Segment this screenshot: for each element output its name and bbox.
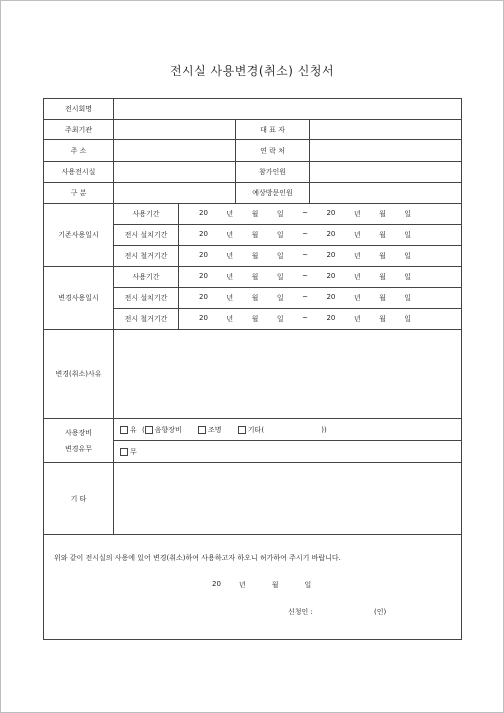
no-label: 무 xyxy=(130,447,137,456)
date-part: 월 xyxy=(251,252,259,260)
date-part: 일 xyxy=(404,231,412,239)
yes-checkbox[interactable] xyxy=(120,426,128,434)
existing-install-label: 전시 설치기간 xyxy=(114,225,179,246)
etc-field[interactable] xyxy=(114,463,462,535)
other-close: )) xyxy=(321,425,327,434)
yes-label: 유 xyxy=(130,425,137,434)
date-part: 월 xyxy=(251,231,259,239)
exhibition-name-label: 전시회명 xyxy=(44,99,114,120)
contact-label: 연 락 처 xyxy=(236,140,310,162)
date-part: ~ xyxy=(302,230,308,238)
date-part: 일 xyxy=(404,210,412,218)
date-part: 일 xyxy=(404,294,412,302)
equipment-label-line1: 사용장비 xyxy=(64,428,93,437)
reason-field[interactable] xyxy=(114,330,462,419)
date-part: 년 xyxy=(226,294,234,302)
declaration-text: 위와 같이 전시실의 사용에 있어 변경(취소)하여 사용하고자 하오니 허가하여 주시기 바랍니다. xyxy=(54,554,341,562)
light-label: 조명 xyxy=(208,425,222,434)
date-part: 20 xyxy=(326,314,336,322)
existing-install-date[interactable] xyxy=(179,225,462,246)
date-part: 년 xyxy=(353,210,361,218)
date-part: 20 xyxy=(326,272,336,280)
declaration-cell xyxy=(44,535,462,640)
date-line xyxy=(212,580,311,590)
date-part: 20 xyxy=(199,230,208,238)
date-part: 년 xyxy=(226,231,234,239)
date-part: 월 xyxy=(379,252,386,260)
date-line-year: 20 xyxy=(212,580,221,588)
date-part: 월 xyxy=(379,273,386,281)
room-field[interactable] xyxy=(114,162,236,183)
date-part: 일 xyxy=(404,315,412,323)
other-label: 기타( xyxy=(247,425,265,434)
date-part: 월 xyxy=(379,231,386,239)
applicant-label: 신청인 : xyxy=(288,608,313,616)
existing-remove-date[interactable] xyxy=(179,246,462,267)
date-part: ~ xyxy=(302,272,308,280)
date-part: 년 xyxy=(353,315,361,323)
participants-label: 참가인원 xyxy=(236,162,310,183)
date-part: 20 xyxy=(326,251,336,259)
existing-use-date[interactable] xyxy=(179,204,462,225)
date-part: 월 xyxy=(379,294,386,302)
organizer-field[interactable] xyxy=(114,120,236,140)
exhibition-name-field[interactable] xyxy=(114,99,462,120)
application-form xyxy=(43,98,462,640)
date-part: 20 xyxy=(199,314,208,322)
sound-label: 음향장비 xyxy=(154,425,182,434)
existing-use-label: 사용기간 xyxy=(114,204,179,225)
category-label: 구 분 xyxy=(44,183,114,204)
no-checkbox[interactable] xyxy=(120,448,128,456)
date-part: 일 xyxy=(276,252,284,260)
existing-remove-label: 전시 철거기간 xyxy=(114,246,179,267)
date-part: 20 xyxy=(199,272,208,280)
existing-period-label: 기존사용일시 xyxy=(44,204,114,267)
reason-label: 변경(취소)사유 xyxy=(44,330,114,419)
date-part: 년 xyxy=(353,252,361,260)
date-part: 일 xyxy=(404,252,412,260)
participants-field[interactable] xyxy=(310,162,462,183)
date-part: 월 xyxy=(379,210,386,218)
representative-field[interactable] xyxy=(310,120,462,140)
room-label: 사용전시실 xyxy=(44,162,114,183)
seal-label: (인) xyxy=(374,608,387,616)
date-part: 일 xyxy=(276,231,284,239)
date-part: 월 xyxy=(251,210,259,218)
date-part: 년 xyxy=(226,273,234,281)
date-part: 20 xyxy=(199,209,208,217)
equipment-yes-row xyxy=(114,419,462,441)
date-part: ~ xyxy=(302,251,308,259)
date-line-month-unit: 월 xyxy=(271,581,279,589)
light-checkbox[interactable] xyxy=(198,426,206,434)
date-part: 월 xyxy=(251,273,259,281)
equipment-label xyxy=(44,419,114,463)
date-part: 일 xyxy=(404,273,412,281)
date-part: 20 xyxy=(326,209,336,217)
expected-visitors-label: 예상방문인원 xyxy=(236,183,310,204)
equipment-label-line2: 변경유무 xyxy=(64,444,93,453)
changed-remove-date[interactable] xyxy=(179,309,462,330)
date-part: 월 xyxy=(379,315,386,323)
date-part: 20 xyxy=(199,293,208,301)
date-part: 일 xyxy=(276,273,284,281)
changed-remove-label: 전시 철거기간 xyxy=(114,309,179,330)
date-line-year-unit: 년 xyxy=(238,581,246,589)
paren-open: ( xyxy=(142,425,145,434)
date-part: ~ xyxy=(302,293,308,301)
equipment-no-row xyxy=(114,441,462,463)
date-part: 20 xyxy=(326,293,336,301)
sound-checkbox[interactable] xyxy=(145,426,153,434)
contact-field[interactable] xyxy=(310,140,462,162)
date-part: 년 xyxy=(226,210,234,218)
date-line-day-unit: 일 xyxy=(304,581,312,589)
date-part: 20 xyxy=(199,251,208,259)
date-part: 년 xyxy=(226,315,234,323)
changed-period-label: 변경사용일시 xyxy=(44,267,114,330)
changed-use-date[interactable] xyxy=(179,267,462,288)
changed-use-label: 사용기간 xyxy=(114,267,179,288)
other-checkbox[interactable] xyxy=(238,426,246,434)
date-part: ~ xyxy=(302,314,308,322)
changed-install-label: 전시 설치기간 xyxy=(114,288,179,309)
date-part: 20 xyxy=(326,230,336,238)
address-label: 주 소 xyxy=(44,140,114,162)
date-part: 년 xyxy=(226,252,234,260)
address-field[interactable] xyxy=(114,140,236,162)
date-part: 년 xyxy=(353,231,361,239)
representative-label: 대 표 자 xyxy=(236,120,310,140)
changed-install-date[interactable] xyxy=(179,288,462,309)
date-part: 년 xyxy=(353,273,361,281)
date-part: 년 xyxy=(353,294,361,302)
date-part: ~ xyxy=(302,209,308,217)
date-part: 월 xyxy=(251,315,259,323)
organizer-label: 주최기관 xyxy=(44,120,114,140)
expected-visitors-field[interactable] xyxy=(310,183,462,204)
category-field[interactable] xyxy=(114,183,236,204)
date-part: 일 xyxy=(276,210,284,218)
date-part: 일 xyxy=(276,294,284,302)
etc-label: 기 타 xyxy=(44,463,114,535)
date-part: 월 xyxy=(251,294,259,302)
form-title: 전시실 사용변경(취소) 신청서 xyxy=(169,64,335,78)
date-part: 일 xyxy=(276,315,284,323)
